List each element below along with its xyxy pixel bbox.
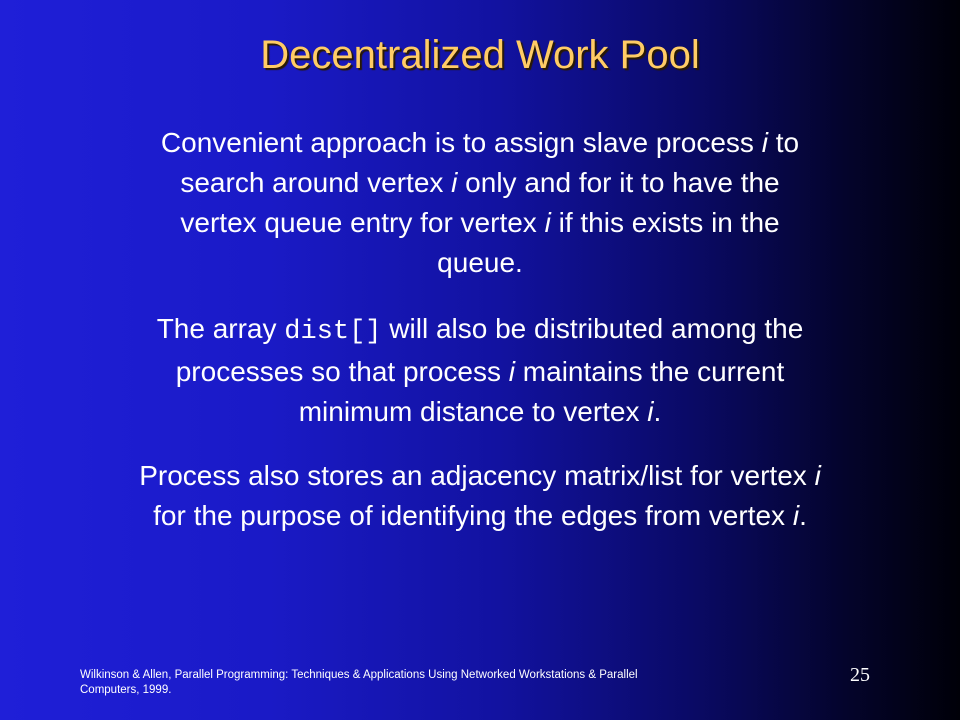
paragraph-line bbox=[0, 496, 960, 536]
paragraph-line bbox=[0, 123, 960, 163]
italic-variable: i bbox=[451, 167, 458, 198]
text-span: Process also stores an adjacency matrix/list for vertex bbox=[139, 460, 815, 491]
paragraph-line bbox=[0, 203, 960, 243]
paragraph-adjacency bbox=[0, 456, 960, 536]
italic-variable: i bbox=[761, 127, 768, 158]
text-span: minimum distance to vertex bbox=[298, 396, 648, 427]
text-span: if this exists in the bbox=[550, 207, 780, 238]
italic-variable: i bbox=[814, 460, 821, 491]
footer-line: Wilkinson & Allen, Parallel Programming: Techniques & Applications Using Networked Workstations & Parallel bbox=[80, 669, 638, 681]
paragraph-line bbox=[0, 309, 960, 352]
footer-line: Computers, 1999. bbox=[80, 684, 172, 696]
paragraph-line bbox=[0, 352, 960, 392]
text-span: to bbox=[767, 127, 800, 158]
paragraph-line bbox=[0, 163, 960, 203]
text-span: will also be distributed among the bbox=[381, 313, 804, 344]
text-span: only and for it to have the bbox=[457, 167, 780, 198]
text-span: search around vertex bbox=[180, 167, 452, 198]
italic-variable: i bbox=[508, 356, 516, 387]
text-span: Convenient approach is to assign slave process bbox=[160, 127, 762, 158]
paragraph-line bbox=[0, 456, 960, 496]
italic-variable: i bbox=[647, 396, 654, 427]
code-dist-array: dist[] bbox=[284, 317, 382, 347]
text-span: maintains the current bbox=[515, 356, 785, 387]
text-span: The array bbox=[156, 313, 285, 344]
footer-citation bbox=[80, 668, 780, 698]
text-span: processes so that process bbox=[175, 356, 509, 387]
paragraph-line: queue. bbox=[437, 247, 523, 278]
slide-title: Decentralized Work Pool bbox=[260, 33, 700, 77]
text-span: . bbox=[653, 396, 662, 427]
paragraph-slave-assignment bbox=[0, 123, 960, 283]
paragraph-dist-array bbox=[0, 309, 960, 432]
text-span: vertex queue entry for vertex bbox=[180, 207, 545, 238]
text-span: . bbox=[799, 500, 807, 531]
paragraph-line bbox=[0, 392, 960, 432]
page-number: 25 bbox=[850, 664, 870, 686]
italic-variable: i bbox=[792, 500, 800, 531]
italic-variable: i bbox=[544, 207, 551, 238]
text-span: for the purpose of identifying the edges from vertex bbox=[153, 500, 793, 531]
